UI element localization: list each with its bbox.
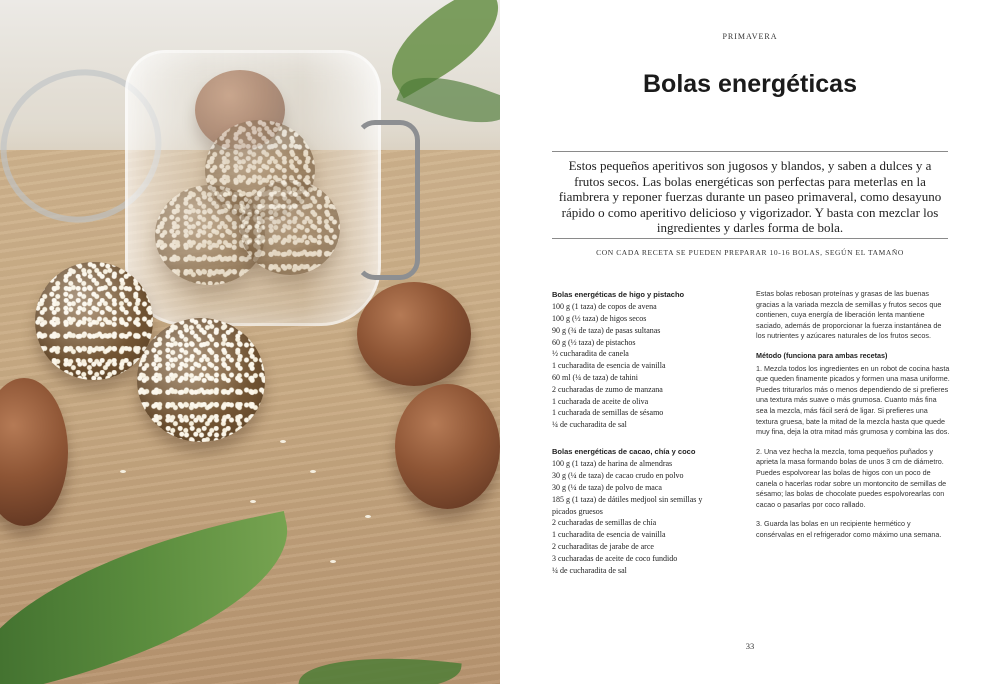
recipe-b-title: Bolas energéticas de cacao, chía y coco xyxy=(552,447,696,457)
method-step: 1. Mezcla todos los ingredientes en un robot de cocina hasta que queden finamente picados y formen una masa uniforme. Puedes triturarlos más o menos dependiendo de si prefieres una textura más suave o más grumosa. Cuanto más fina sea la mezcla, más fácil será de ligar. Si prefieres una textura gruesa, bate la mitad de la mezcla hasta que quede muy fina, deja la otra mitad más grumosa y combina las dos. xyxy=(756,363,950,437)
ingredient-item: 60 g (½ taza) de pistachos xyxy=(552,337,636,347)
ingredient-item: 100 g (1 taza) de harina de almendras xyxy=(552,459,673,469)
sesame-seed xyxy=(330,560,336,563)
sesame-seed xyxy=(365,515,371,518)
spacer xyxy=(552,431,724,446)
ingredient-item: 30 g (¼ de taza) de polvo de maca xyxy=(552,482,662,492)
sesame-seed xyxy=(120,470,126,473)
ingredient-item: ¼ de cucharadita de sal xyxy=(552,420,627,430)
energy-ball-sesame xyxy=(137,318,265,442)
page-number: 33 xyxy=(745,641,755,651)
energy-ball-cocoa xyxy=(395,384,500,509)
energy-ball-sesame xyxy=(240,180,340,275)
ingredient-item: 1 cucharadita de esencia de vainilla xyxy=(552,530,666,540)
recipe-title: Bolas energéticas xyxy=(643,70,857,98)
jar-clasp xyxy=(355,120,420,280)
ingredient-item: 1 cucharadita de esencia de vainilla xyxy=(552,361,666,371)
ingredients-column xyxy=(552,289,724,576)
method-step: 3. Guarda las bolas en un recipiente hermético y consérvalas en el refrigerador como máximo una semana. xyxy=(756,519,942,539)
ingredient-item: 3 cucharadas de aceite de coco fundido xyxy=(552,553,678,563)
ingredient-item: 1 cucharada de aceite de oliva xyxy=(552,396,649,406)
method-title: Método (funciona para ambas recetas) xyxy=(756,350,888,360)
method-intro: Estas bolas rebosan proteínas y grasas de las buenas gracias a la variada mezcla de semillas y frutos secos que contienen, cuya energía de liberación lenta mantiene saciado, además de proporcionar la fuerza instantánea de los nutrientes y azúcares naturales de los frutos secos. xyxy=(756,289,942,341)
ingredient-item: 185 g (1 taza) de dátiles medjool sin semillas y picados gruesos xyxy=(552,494,703,516)
recipe-page xyxy=(500,0,1000,684)
intro-paragraph: Estos pequeños aperitivos son jugosos y blandos, y saben a dulces y a frutos secos. Las bolas energéticas son perfectas para meterlas en la fiambrera y reponer fuerzas durante un paseo primaveral, como desayuno rápido o como aperitivo delicioso y vigorizador. Y basta con mezclar los ingredientes y darles forma de bola. xyxy=(558,158,942,235)
ingredient-item: 2 cucharadas de semillas de chía xyxy=(552,518,657,528)
ingredient-item: 2 cucharaditas de jarabe de arce xyxy=(552,541,654,551)
divider xyxy=(552,238,948,239)
energy-ball-sesame xyxy=(35,262,153,380)
ingredient-item: 2 cucharadas de zumo de manzana xyxy=(552,384,663,394)
recipe-a-title: Bolas energéticas de higo y pistacho xyxy=(552,290,685,299)
energy-ball-cocoa xyxy=(357,282,471,386)
ingredient-item: ½ cucharadita de canela xyxy=(552,349,629,359)
sesame-seed xyxy=(280,440,286,443)
ingredient-item: 90 g (¾ de taza) de pasas sultanas xyxy=(552,325,661,335)
section-header: PRIMAVERA xyxy=(722,32,778,41)
ingredient-item: 100 g (½ taza) de higos secos xyxy=(552,314,647,324)
ingredient-item: ¼ de cucharadita de sal xyxy=(552,565,627,575)
divider xyxy=(552,151,948,152)
ingredient-item: 30 g (¼ de taza) de cacao crudo en polvo xyxy=(552,471,684,481)
sesame-seed xyxy=(250,500,256,503)
method-step: 2. Una vez hecha la mezcla, toma pequeños puñados y aprieta la masa formando bolas de unos 3 cm de diámetro. Puedes espolvorear las bolas de higos con un poco de canela o hacerlas rodar sobre un montoncito de semillas de sésamo; las bolas de chocolate puedes espolvorearlas con cacao o pasarlas por coco rallado. xyxy=(756,446,947,509)
servings-note: CON CADA RECETA SE PUEDEN PREPARAR 10-16 BOLAS, SEGÚN EL TAMAÑO xyxy=(596,248,904,257)
ingredient-item: 1 cucharada de semillas de sésamo xyxy=(552,408,664,418)
ingredient-item: 60 ml (¼ de taza) de tahini xyxy=(552,373,638,383)
sesame-seed xyxy=(310,470,316,473)
ingredient-item: 100 g (1 taza) de copos de avena xyxy=(552,302,657,312)
method-column xyxy=(756,289,950,549)
